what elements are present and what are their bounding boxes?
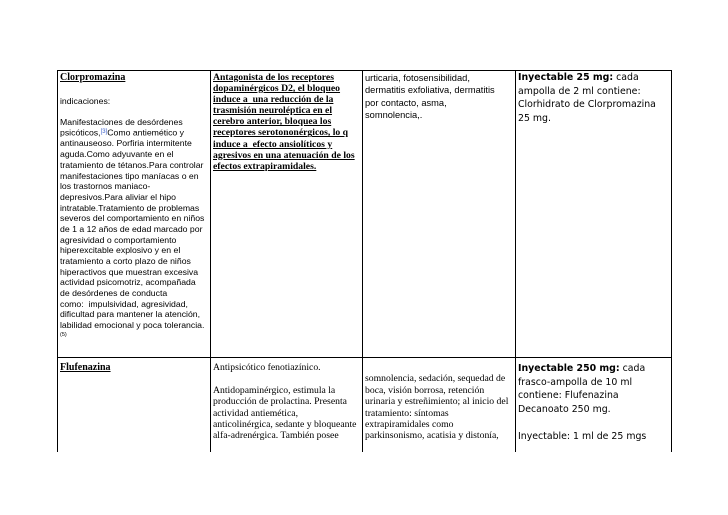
mechanism-cell [210,70,362,357]
presentation-note: Inyectable: 1 ml de 25 mgs [518,430,647,442]
mechanism-line: producción de prolactina. Presenta [213,396,347,408]
presentation-line: 25 mg. [518,112,551,124]
citation-link[interactable]: [3] [100,129,108,136]
mechanism-line: trasmisión neuroléptica en el [213,105,333,117]
adverse-effects-text [365,72,515,122]
indications-line: actividad psicomotriz, acompañada [60,277,196,288]
mechanism-line: cerebro anterior, bloquea los [213,116,332,128]
presentation-cell [515,357,672,452]
indications-line: hiperactivos que muestran excesiva [60,266,199,277]
mechanism-line: dopaminérgicos D2, el bloqueo [213,83,341,95]
mechanism-line: efectos extrapiramidales. [213,160,317,172]
adverse-effects-cell [362,357,515,452]
indications-line: agresividad o comportamiento [60,234,177,245]
indications-text [60,117,210,331]
footnote-ref: (5) [60,332,67,339]
indications-line: labilidad emocional y poca tolerancia. [60,320,205,331]
drug-cell [57,357,210,452]
indications-line: de 1 a 12 años de edad marcado por [60,223,203,234]
indications-line: depresivos.Para aliviar el hipo [60,191,176,202]
indications-line: tratamiento de tétanos.Para controlar [60,159,204,170]
mechanism-line: induce a una reducción de la [213,94,334,106]
presentation-line: ampolla de 2 ml contiene: [518,85,641,97]
indications-line: aguda.Como adyuvante en el [60,149,174,160]
indications-line: los trastornos maniaco- [60,181,151,192]
presentation-line-rest: cada [622,363,646,374]
drug-table [57,70,672,452]
presentation-cell [515,70,672,357]
drug-class-line: Antipsicótico fenotiazínico. [213,362,321,373]
indications-line: dificultad para mantener la atención, [60,309,201,320]
presentation-dose: Inyectable 250 mg: [518,363,620,374]
mechanism-line: agresivos en una atenuación de los [213,149,355,161]
adverse-effects-line: dermatitis exfoliativa, dermatitis [365,85,495,96]
mechanism-line: actividad antiemética, [213,407,298,419]
mechanism-line: Antagonista de los receptores [213,72,334,83]
indications-line-start: psicóticos, [60,127,101,138]
adverse-effects-line: somnolencia, sedación, sequedad de [365,373,506,385]
indications-line: severos del comportamiento en niños [60,213,205,224]
presentation-text [518,362,671,444]
mechanism-line: anticolinérgica, sedante y bloqueante [213,419,357,431]
presentation-dose: Inyectable 25 mg: [518,72,614,83]
adverse-effects-line: urticaria, fotosensibilidad, [365,73,470,83]
indications-line: Manifestaciones de desórdenes [60,116,183,127]
indications-line-end: Como antiemético y [107,127,185,138]
adverse-effects-line: parkinsonismo, acatisia y distonía, [365,430,499,442]
mechanism-text [213,72,362,172]
indications-line: antinauseoso. Porfiria intermitente [60,138,192,149]
adverse-effects-cell [362,70,515,357]
mechanism-line: receptores serotononérgicos, lo q [213,127,349,139]
adverse-effects-text [365,373,515,441]
presentation-text [518,71,671,125]
mechanism-paragraph [213,385,362,442]
table-row-flufenazina [57,357,672,452]
table-row-clorpromazina [57,70,672,357]
presentation-line: Clorhidrato de Clorpromazina [518,99,656,111]
presentation-line: Decanoato 250 mg. [518,403,611,415]
indications-line: tratamiento a corto plazo de niños [60,256,191,267]
mechanism-line: induce a efecto ansiolíticos y [213,138,333,150]
adverse-effects-line: extrapiramidales como [365,419,454,431]
adverse-effects-line: por contacto, asma, [365,97,447,108]
adverse-effects-line: boca, visión borrosa, retención [365,384,485,396]
indications-line: de desórdenes de conducta [60,288,168,299]
presentation-line [518,71,671,85]
presentation-line [518,362,671,376]
adverse-effects-line: urinaria y estreñimiento; al inicio del [365,396,509,408]
presentation-line: contiene: Flufenazina [518,390,619,402]
indications-line: intratable.Tratamiento de problemas [60,202,200,213]
mechanism-line: alfa-adrenérgica. También posee [213,430,339,442]
adverse-effects-line: tratamiento: síntomas [365,407,449,419]
drug-cell [57,70,210,357]
indications-line [60,127,210,138]
mechanism-cell [210,357,362,452]
mechanism-line: Antidopaminérgico, estimula la [213,384,336,396]
indications-line: manifestaciones tipo maníacas o en [60,170,199,181]
adverse-effects-line: somnolencia,. [365,110,423,121]
presentation-line-rest: cada [616,72,639,83]
drug-name: Flufenazina [60,362,111,373]
presentation-line: frasco-ampolla de 10 ml [518,376,633,388]
mechanism-text [213,362,362,442]
drug-name: Clorpromazina [60,72,126,83]
indications-line: como: impulsividad, agresividad, [60,298,188,309]
indications-label: indicaciones: [60,95,111,106]
indications-line: hiperexcitable explosivo y en el [60,245,181,256]
